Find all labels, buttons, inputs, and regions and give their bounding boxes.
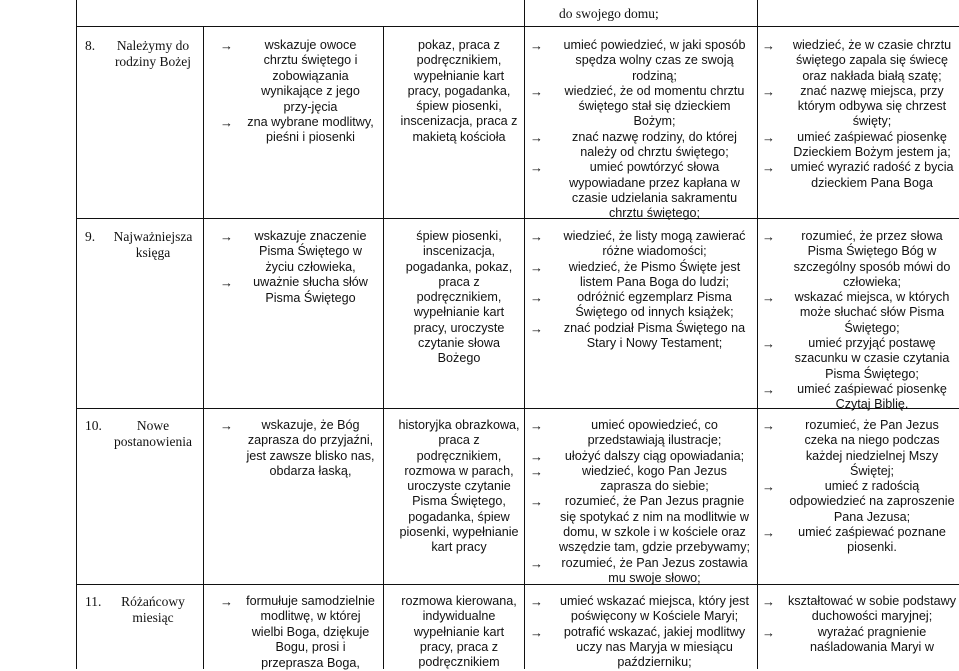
lesson-number: 8. [85,38,96,53]
list-item [760,229,956,290]
list-item [528,625,753,671]
methods-cell: pokaz, praca z podręcznikiem, wypełnianie kart pracy, pogadanka, śpiew piosenki, inscenizacja, praca z makietą kościoła [400,38,518,144]
list-item [528,449,753,464]
list-item-text: znać nazwę rodziny, do której należy od chrztu świętego; [572,129,737,160]
list-item [760,160,956,191]
col-divider [524,0,525,669]
list-item-text: odróżnić egzemplarz Pisma Świętego od innych książek; [575,290,734,320]
arrow-icon: → [762,129,775,145]
list-item [760,625,956,656]
arrow-icon: → [220,275,233,291]
list-item [760,38,956,84]
lesson-title: Należymy do rodziny Bożej [114,38,192,69]
lesson-number: 9. [85,229,96,244]
arrow-icon: → [530,320,543,336]
list-item [760,336,956,382]
arrow-icon: → [762,624,775,640]
methods-cell: rozmowa kierowana, indywidualne wypełnianie kart pracy, praca z podręcznikiem [401,594,517,670]
basic-requirements-cell [528,38,753,222]
arrow-icon: → [530,129,543,145]
list-item-text: znać nazwę miejsca, przy którym odbywa się chrzest święty; [797,83,947,129]
list-item-text: wskazuje znaczenie Pisma Świętego w życiu człowieka, [254,229,367,274]
list-item-text: umieć zaśpiewać poznane piosenki. [798,525,946,555]
objectives-cell [218,229,375,306]
list-item-text: rozumieć, że Pan Jezus czeka na niego podczas każdej niedzielnej Mszy Świętej; [804,418,940,478]
list-item-text: uważnie słucha słów Pisma Świętego [253,275,368,305]
list-item-text: wskazuje, że Bóg zaprasza do przyjaźni, jest zawsze blisko nas, obdarza łaską, [246,418,375,479]
list-item [218,418,375,480]
extended-requirements-cell [760,38,956,191]
row-divider [76,218,959,219]
continued-text-top: do swojego domu; [559,6,659,21]
lesson-title: Najważniejsza księga [113,229,193,260]
list-item-text: umieć zaśpiewać piosenkę Czytaj Biblię. [797,381,947,412]
col-divider [383,26,384,669]
list-item [528,464,753,495]
list-item-text: potrafić wskazać, jakiej modlitwy uczy nas Maryja w miesiącu październiku; [563,624,746,670]
methods-cell: śpiew piosenki, inscenizacja, pogadanka, pokaz, praca z podręcznikiem, wypełnianie kart pracy, uroczyste czytanie słowa Bożego [405,229,513,366]
arrow-icon: → [530,229,543,244]
basic-requirements-cell [528,594,753,670]
list-item-text: umieć powtórzyć słowa wypowiadane przez kapłana w czasie udzielania sakramentu chrztu świętego; [569,160,740,221]
objectives-cell [218,418,375,480]
list-item-text: wyrażać pragnienie naśladowania Maryi w [810,624,934,654]
arrow-icon: → [530,624,543,640]
list-item-text: zna wybrane modlitwy, pieśni i piosenki [247,115,374,145]
arrow-icon: → [220,115,233,131]
list-item [528,38,753,84]
arrow-icon: → [762,229,775,244]
lesson-number: 10. [85,418,102,433]
arrow-icon: → [530,83,543,99]
arrow-icon: → [530,290,543,306]
col-divider [203,26,204,669]
methods-cell: historyjka obrazkowa, praca z podręcznikiem, rozmowa w parach, uroczyste czytanie Pisma Świętego, pogadanka, śpiew piosenki, wypełnianie kart pracy [398,418,520,555]
list-item-text: umieć z radością odpowiedzieć na zaproszenie Pana Jezusa; [789,479,955,524]
list-item [760,290,956,336]
list-item-text: kształtować w sobie podstawy duchowości maryjnej; [788,594,956,624]
list-item [218,229,375,275]
list-item-text: formułuje samodzielnie modlitwę, w której wielbi Boga, dziękuje Bogu, prosi i przeprasza Boga, [246,594,375,670]
col-divider [757,0,758,669]
list-item [528,84,753,130]
arrow-icon: → [220,229,233,244]
extended-requirements-cell [760,418,956,556]
list-item-text: wiedzieć, że Pismo Święte jest listem Pana Boga do ludzi; [568,259,741,289]
objectives-cell [218,38,375,146]
list-item [218,115,375,146]
list-item [760,479,956,525]
arrow-icon: → [762,290,775,306]
list-item-text: wskazuje owoce chrztu świętego i zobowiązania wynikające z jego przy-jęcia [261,38,360,114]
list-item-text: wiedzieć, że od momentu chrztu świętego stał się dzieckiem Bożym; [564,83,745,129]
list-item [760,594,956,625]
arrow-icon: → [220,418,233,433]
list-item [528,556,753,587]
arrow-icon: → [762,594,775,609]
lesson-title: Różańcowy miesiąc [121,594,185,625]
arrow-icon: → [762,381,775,397]
arrow-icon: → [220,594,233,609]
objectives-cell [218,594,375,671]
arrow-icon: → [762,525,775,541]
arrow-icon: → [530,494,543,510]
arrow-icon: → [762,418,775,433]
extended-requirements-cell [760,594,956,655]
list-item-text: znać podział Pisma Świętego na Stary i Nowy Testament; [563,320,746,351]
list-item [528,130,753,161]
list-item-text: rozumieć, że przez słowa Pisma Świętego Bóg w szczególny sposób mówi do człowieka; [793,229,951,289]
row-divider [76,26,959,27]
list-item [218,594,375,671]
arrow-icon: → [220,38,233,53]
list-item-text: rozumieć, że Pan Jezus zostawia mu swoje słowo; [561,555,748,585]
list-item-text: umieć przyjąć postawę szacunku w czasie czytania Pisma Świętego; [794,336,950,381]
lesson-title: Nowe postanowienia [114,418,192,449]
list-item [528,494,753,555]
list-item [528,594,753,625]
list-item [528,160,753,221]
arrow-icon: → [530,259,543,275]
list-item [760,525,956,556]
list-item [528,321,753,352]
col-divider [76,0,77,669]
list-item-text: umieć powiedzieć, w jaki sposób spędza wolny czas ze swoją rodziną; [563,38,746,83]
arrow-icon: → [530,38,543,53]
list-item [218,275,375,306]
list-item-text: wiedzieć, że listy mogą zawierać różne wiadomości; [563,229,746,259]
list-item-text: umieć wskazać miejsca, który jest poświęcony w Kościele Maryi; [560,594,749,624]
list-item [760,130,956,161]
list-item [760,382,956,413]
list-item [760,418,956,479]
arrow-icon: → [530,160,543,176]
list-item [528,418,753,449]
basic-requirements-cell [528,418,753,586]
arrow-icon: → [762,160,775,176]
list-item [528,229,753,260]
list-item [528,260,753,291]
list-item [760,84,956,130]
list-item-text: ułożyć dalszy ciąg opowiadania; [564,448,745,463]
list-item-text: wiedzieć, że w czasie chrztu świętego zapala się świecę oraz nakłada białą szatę; [792,38,952,83]
extended-requirements-cell [760,229,956,413]
list-item-text: umieć wyrazić radość z bycia dzieckiem Pana Boga [790,160,954,190]
list-item-text: rozumieć, że Pan Jezus pragnie się spotykać z nim na modlitwie w domu, w szkole i w kościele oraz wszędzie tam, gdzie przebywamy; [558,494,751,555]
arrow-icon: → [530,448,543,464]
list-item-text: wskazać miejsca, w których może słuchać słów Pisma Świętego; [794,290,950,335]
list-item [528,290,753,321]
arrow-icon: → [530,594,543,609]
arrow-icon: → [762,336,775,352]
list-item-text: umieć zaśpiewać piosenkę Dzieckiem Bożym jestem ja; [793,129,951,160]
list-item-text: wiedzieć, kogo Pan Jezus zaprasza do siebie; [582,463,727,494]
arrow-icon: → [530,418,543,433]
basic-requirements-cell [528,229,753,351]
list-item [218,38,375,115]
arrow-icon: → [762,479,775,495]
list-item-text: umieć opowiedzieć, co przedstawiają ilustracje; [587,418,722,448]
lesson-number: 11. [85,594,102,609]
arrow-icon: → [762,83,775,99]
arrow-icon: → [762,38,775,53]
row-divider [76,584,959,585]
arrow-icon: → [530,555,543,571]
arrow-icon: → [530,463,543,479]
